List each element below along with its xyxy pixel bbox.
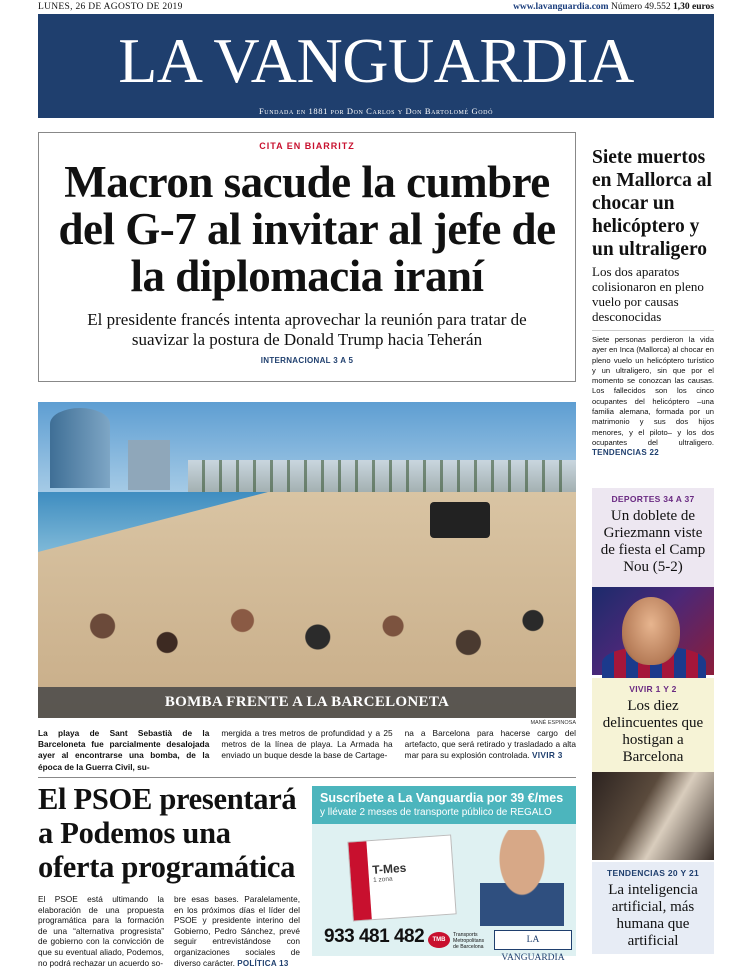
promo-tendencias[interactable] <box>592 862 714 954</box>
promo-title[interactable]: La inteligencia artificial, más humana que artificial <box>608 882 698 949</box>
price-label: 1,30 euros <box>673 1 714 12</box>
photo-caption-bar: BOMBA FRENTE A LA BARCELONETA <box>38 687 576 718</box>
section-divider <box>38 777 576 778</box>
model-shape <box>480 830 564 926</box>
photo-credit: MANÉ ESPINOSA <box>530 720 576 726</box>
promo-kicker: VIVIR 1 Y 2 <box>629 684 677 694</box>
tmb-text: Transports Metropolitans de Barcelona <box>453 932 485 950</box>
caption-section-ref[interactable]: VIVIR 3 <box>531 750 563 761</box>
ad-phone[interactable]: 933 481 482 <box>324 926 425 947</box>
promo-vivir[interactable] <box>592 678 714 772</box>
subscription-ad[interactable] <box>312 786 576 963</box>
hotel-tower-shape <box>50 408 110 488</box>
issue-info <box>513 2 714 12</box>
lead-section-ref[interactable]: INTERNACIONAL 3 A 5 <box>260 356 354 365</box>
top-line <box>38 0 714 13</box>
side-section-ref[interactable]: TENDENCIAS 22 <box>592 448 660 458</box>
newspaper-logo: LA VANGUARDIA <box>118 25 634 96</box>
lead-subhead: El presidente francés intenta aprovechar la reunión para tratar de suavizar la postura de Donald Trump hacia Teherán <box>87 310 527 349</box>
promo-title[interactable]: Un doblete de Griezmann viste de fiesta el Camp Nou (5-2) <box>600 508 706 575</box>
ad-line-2: y llévate 2 meses de transporte público de REGALO <box>320 807 552 818</box>
psoe-body <box>38 894 300 969</box>
tmb-logo: TMB <box>428 932 450 948</box>
promo-deportes[interactable] <box>592 488 714 587</box>
ad-line-1: Suscríbete a La Vanguardia por 39 €/mes <box>320 791 564 805</box>
psoe-col-1: El PSOE está ultimando la elaboración de una propuesta programática para la formación de una “alternativa progresista” de gobierno con la convicción de que su eventual aliado, Podemos, no podrá rechazar un acuerdo so- <box>38 894 164 968</box>
site-link[interactable]: www.lavanguardia.com <box>513 1 609 12</box>
ad-header <box>312 786 576 824</box>
psoe-col-2-text: bre esas bases. Paralelamente, en los próximos días el líder del PSOE y presidente interino del Gobierno, Pedro Sánchez, prevé seguir entrevistándose con organizaciones sociales de diverso carácter. <box>174 894 300 968</box>
lead-story[interactable] <box>38 132 576 382</box>
photo-caption <box>38 728 576 773</box>
psoe-headline[interactable]: El PSOE presentará a Podemos una oferta programática <box>38 782 297 884</box>
barceloneta-photo <box>38 402 576 718</box>
delincuentes-photo <box>592 772 714 860</box>
card-stripe <box>348 841 371 920</box>
police-cart-shape <box>430 502 490 538</box>
caption-col-3 <box>405 728 576 773</box>
card-title: T-Mes <box>371 860 407 878</box>
caption-lead: La playa de Sant Sebastià de la Barceloneta fue parcialmente desalojada ayer al encontrarse una bomba, de la época de la Guerra Civil, su- <box>38 728 210 772</box>
promo-title[interactable]: Los diez delincuentes que hostigan a Barcelona <box>602 698 704 765</box>
masthead-tagline: Fundada en 1881 por Don Carlos y Don Bartolomé Godó <box>258 106 494 116</box>
side-body <box>592 330 714 459</box>
promo-kicker: TENDENCIAS 20 Y 21 <box>606 868 699 878</box>
palm-trees-shape <box>188 460 576 496</box>
promo-kicker: DEPORTES 34 A 37 <box>611 494 695 504</box>
player-face-shape <box>622 597 680 665</box>
card-zone: 1 zona <box>372 875 393 885</box>
caption-col-1 <box>38 728 209 773</box>
side-headline[interactable]: Siete muertos en Mallorca al chocar un helicóptero y un ultraligero <box>592 147 712 260</box>
side-body-text: Siete personas perdieron la vida ayer en Inca (Mallorca) al chocar en pleno vuelo un helicóptero turístico y un ultraligero, sin que por el momento se conozcan las causas. Los fallecidos son los cinco ocupantes del helicóptero –una familia alemana, formada por un matrimonio y sus dos hijos menores, y el piloto– y los dos ocupantes del ultraligero. <box>592 335 714 447</box>
brand-logo: LA VANGUARDIA <box>494 930 572 950</box>
lead-headline[interactable]: Macron sacude la cumbre del G-7 al invitar al jefe de la diplomacia iraní <box>58 157 556 301</box>
side-dek: Los dos aparatos colisionaron en pleno vuelo por causas desconocidas <box>592 264 704 324</box>
griezmann-photo <box>592 587 714 675</box>
lead-kicker: CITA EN BIARRITZ <box>259 141 355 151</box>
building-shape <box>128 440 170 490</box>
psoe-story[interactable] <box>38 782 300 969</box>
issue-number: Número 49.552 <box>610 1 671 12</box>
psoe-col-2 <box>174 894 300 969</box>
date-label: LUNES, 26 DE AGOSTO DE 2019 <box>38 1 183 12</box>
bathers-shape <box>38 582 576 692</box>
psoe-section-ref[interactable]: POLÍTICA 13 <box>237 958 289 968</box>
caption-col-2: mergida a tres metros de profundidad y a 25 metros de la línea de playa. La Armada ha enviado un buque desde la base de Cartage- <box>221 728 393 761</box>
masthead <box>38 14 714 118</box>
caption-col-3-text: na a Barcelona para hacerse cargo del artefacto, que será retirado y trasladado a alta mar para su explosión controlada. <box>404 728 576 761</box>
transport-card <box>347 834 456 921</box>
side-story[interactable] <box>592 132 714 459</box>
